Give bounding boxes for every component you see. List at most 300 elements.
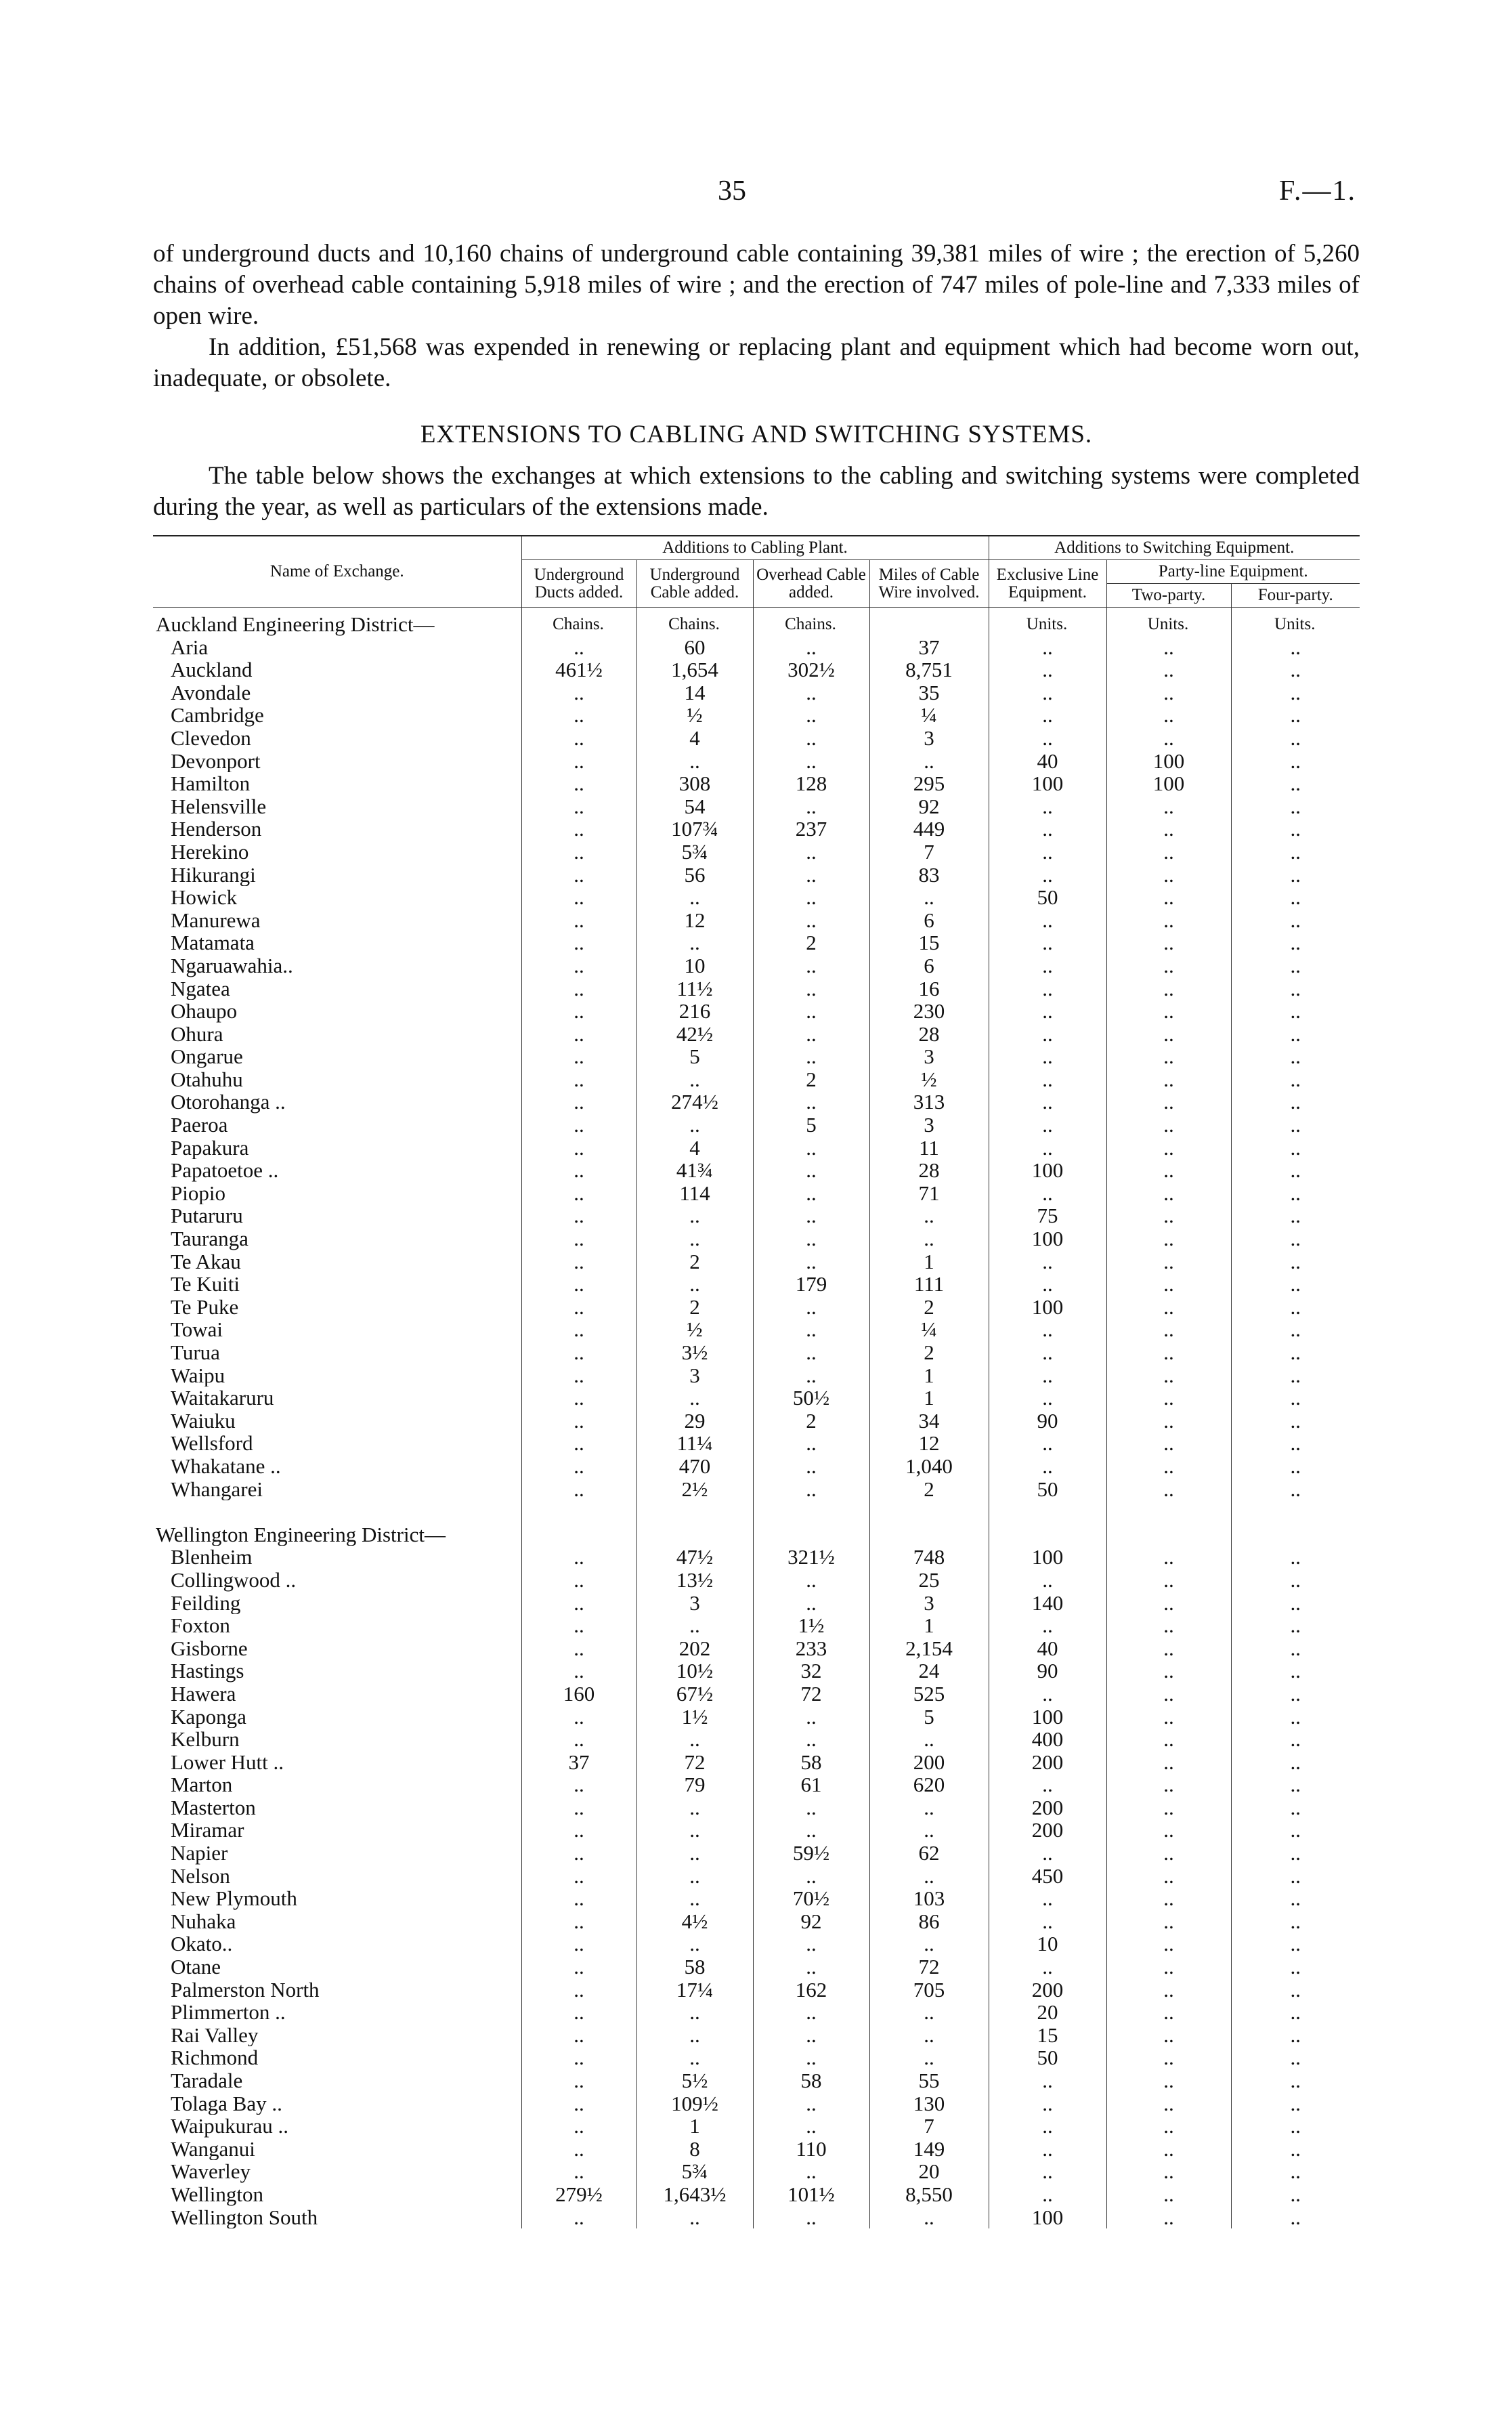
table-cell: .. bbox=[869, 886, 989, 909]
table-cell: .. bbox=[521, 1637, 636, 1660]
table-cell: .. bbox=[521, 2138, 636, 2161]
table-cell: .. bbox=[1231, 2160, 1360, 2183]
body-text bbox=[153, 238, 1360, 394]
table-cell: 50½ bbox=[753, 1387, 869, 1410]
table-cell: .. bbox=[1231, 750, 1360, 773]
table-row bbox=[153, 1637, 1360, 1660]
exchange-name: Miramar bbox=[171, 1819, 244, 1842]
table-row bbox=[153, 977, 1360, 1000]
table-cell: 86 bbox=[869, 1910, 989, 1933]
table-cell: .. bbox=[1106, 2046, 1231, 2069]
table-cell: 100 bbox=[989, 2206, 1106, 2229]
table-cell: .. bbox=[521, 2206, 636, 2229]
table-cell: 2 bbox=[869, 1341, 989, 1364]
table-cell: .. bbox=[636, 1932, 753, 1955]
table-cell: .. bbox=[521, 1932, 636, 1955]
table-cell: .. bbox=[753, 1204, 869, 1227]
table-cell: .. bbox=[869, 1865, 989, 1888]
table-row bbox=[153, 1410, 1360, 1433]
table-cell: .. bbox=[989, 681, 1106, 704]
table-cell: 1 bbox=[869, 1364, 989, 1387]
exchange-name: Paeroa bbox=[171, 1114, 228, 1137]
table-cell: .. bbox=[1106, 1979, 1231, 2002]
district-row bbox=[153, 1523, 1360, 1546]
table-cell: .. bbox=[521, 2024, 636, 2047]
table-cell: 233 bbox=[753, 1637, 869, 1660]
table-cell: .. bbox=[521, 1159, 636, 1182]
table-cell: .. bbox=[1231, 954, 1360, 977]
table-cell: .. bbox=[1231, 1751, 1360, 1774]
table-cell: 41¾ bbox=[636, 1159, 753, 1182]
table-row bbox=[153, 1000, 1360, 1023]
table-cell: 7 bbox=[869, 2115, 989, 2138]
table-cell: .. bbox=[1106, 1091, 1231, 1114]
table-cell: .. bbox=[521, 1091, 636, 1114]
table-cell: .. bbox=[521, 1182, 636, 1205]
table-cell: .. bbox=[636, 1273, 753, 1296]
table-cell: .. bbox=[753, 1000, 869, 1023]
table-row bbox=[153, 636, 1360, 659]
table-cell: 11 bbox=[869, 1137, 989, 1160]
table-cell: 100 bbox=[989, 772, 1106, 795]
exchange-name: Okato.. bbox=[171, 1932, 233, 1956]
table-cell: .. bbox=[989, 1773, 1106, 1796]
table-cell: .. bbox=[1231, 727, 1360, 750]
spacer-cell bbox=[989, 1500, 1106, 1523]
table-cell: .. bbox=[521, 1364, 636, 1387]
table-cell: 5¾ bbox=[636, 2160, 753, 2183]
table-cell: 202 bbox=[636, 1637, 753, 1660]
exchange-name: Otorohanga .. bbox=[171, 1091, 286, 1114]
table-cell: .. bbox=[989, 1387, 1106, 1410]
table-cell: ½ bbox=[869, 1068, 989, 1091]
table-cell: .. bbox=[869, 2046, 989, 2069]
exchange-name: Howick bbox=[171, 886, 238, 909]
table-cell: .. bbox=[521, 750, 636, 773]
table-cell: .. bbox=[1231, 1159, 1360, 1182]
table-cell: .. bbox=[521, 1569, 636, 1592]
table-cell: 17¼ bbox=[636, 1979, 753, 2002]
table-cell: .. bbox=[989, 1432, 1106, 1455]
table-row bbox=[153, 772, 1360, 795]
table-cell: .. bbox=[521, 1023, 636, 1046]
table-cell: 2 bbox=[753, 1410, 869, 1433]
unit-label: Chains. bbox=[753, 608, 869, 636]
table-cell: .. bbox=[1231, 1068, 1360, 1091]
table-cell: .. bbox=[1231, 1819, 1360, 1842]
empty-cell bbox=[636, 1523, 753, 1546]
table-row bbox=[153, 1955, 1360, 1979]
table-cell: .. bbox=[1106, 1932, 1231, 1955]
table-row bbox=[153, 1842, 1360, 1865]
paragraph-continuation: of underground ducts and 10,160 chains of underground cable containing 39,381 miles of wire ; the erection of 5,260 chains of overhead cable containing 5,918 miles of wire ; and the erection of 747 miles of pole-line and 7,333 miles of open wire. bbox=[153, 240, 1360, 330]
table-cell: .. bbox=[1231, 1387, 1360, 1410]
table-cell: .. bbox=[1231, 1796, 1360, 1819]
table-cell: .. bbox=[521, 2046, 636, 2069]
table-cell: .. bbox=[753, 1455, 869, 1478]
table-cell: 90 bbox=[989, 1659, 1106, 1683]
page-header bbox=[0, 175, 1512, 209]
table-cell: .. bbox=[636, 750, 753, 773]
table-cell: .. bbox=[1106, 681, 1231, 704]
table-cell: 179 bbox=[753, 1273, 869, 1296]
table-cell: 200 bbox=[989, 1796, 1106, 1819]
table-cell: .. bbox=[521, 1227, 636, 1250]
table-cell: .. bbox=[753, 977, 869, 1000]
table-cell: .. bbox=[989, 1683, 1106, 1706]
table-cell: .. bbox=[636, 2001, 753, 2024]
table-cell: 6 bbox=[869, 954, 989, 977]
table-cell: .. bbox=[1106, 1410, 1231, 1433]
table-cell: 1 bbox=[869, 1250, 989, 1273]
table-cell: .. bbox=[1231, 1569, 1360, 1592]
table-cell: .. bbox=[869, 2024, 989, 2047]
table-cell: .. bbox=[989, 2115, 1106, 2138]
table-cell: .. bbox=[521, 1659, 636, 1683]
table-cell: 100 bbox=[989, 1227, 1106, 1250]
table-cell: .. bbox=[1106, 1387, 1231, 1410]
table-row bbox=[153, 1455, 1360, 1478]
table-cell: .. bbox=[1106, 1227, 1231, 1250]
col-header-ug-cable: Underground Cable added. bbox=[636, 560, 753, 608]
table-cell: .. bbox=[753, 2206, 869, 2229]
table-row bbox=[153, 2138, 1360, 2161]
table-cell: 13½ bbox=[636, 1569, 753, 1592]
exchange-name: Tolaga Bay .. bbox=[171, 2092, 282, 2115]
exchange-name: Papatoetoe .. bbox=[171, 1159, 279, 1182]
table-cell: .. bbox=[1231, 2069, 1360, 2092]
table-cell: .. bbox=[521, 818, 636, 841]
table-cell: .. bbox=[989, 1955, 1106, 1979]
table-cell: .. bbox=[1231, 1114, 1360, 1137]
table-cell: 748 bbox=[869, 1546, 989, 1569]
table-cell: 100 bbox=[989, 1706, 1106, 1729]
table-cell: .. bbox=[1231, 1592, 1360, 1615]
table-cell: .. bbox=[636, 1865, 753, 1888]
table-cell: .. bbox=[1106, 2183, 1231, 2206]
table-cell: .. bbox=[989, 1114, 1106, 1137]
empty-cell bbox=[753, 1523, 869, 1546]
table-cell: 6 bbox=[869, 909, 989, 932]
table-cell: .. bbox=[1231, 2001, 1360, 2024]
table-cell: .. bbox=[521, 727, 636, 750]
table-cell: .. bbox=[1231, 841, 1360, 864]
table-cell: .. bbox=[989, 795, 1106, 818]
table-row bbox=[153, 1773, 1360, 1796]
col-header-miles: Miles of Cable Wire involved. bbox=[869, 560, 989, 608]
table-cell: 61 bbox=[753, 1773, 869, 1796]
table-cell: .. bbox=[753, 1137, 869, 1160]
table-row bbox=[153, 1227, 1360, 1250]
table-cell: .. bbox=[521, 2160, 636, 2183]
table-cell: .. bbox=[1231, 931, 1360, 954]
table-cell: .. bbox=[753, 841, 869, 864]
table-cell: .. bbox=[753, 1159, 869, 1182]
table-cell: .. bbox=[1231, 1000, 1360, 1023]
exchange-name: Collingwood .. bbox=[171, 1568, 297, 1592]
table-cell: .. bbox=[753, 727, 869, 750]
table-cell: .. bbox=[1106, 1432, 1231, 1455]
table-cell: .. bbox=[753, 1091, 869, 1114]
table-cell: .. bbox=[989, 1137, 1106, 1160]
unit-label: Units. bbox=[1106, 608, 1231, 636]
exchange-name: Hawera bbox=[171, 1682, 236, 1706]
table-cell: .. bbox=[521, 864, 636, 887]
table-cell: .. bbox=[1106, 1000, 1231, 1023]
table-cell: .. bbox=[1106, 1955, 1231, 1979]
table-cell: 100 bbox=[989, 1159, 1106, 1182]
table-cell: .. bbox=[869, 2001, 989, 2024]
table-cell: 55 bbox=[869, 2069, 989, 2092]
exchange-name: Papakura bbox=[171, 1136, 249, 1160]
table-cell: .. bbox=[1231, 1955, 1360, 1979]
table-cell: .. bbox=[1106, 1296, 1231, 1319]
table-cell: 308 bbox=[636, 772, 753, 795]
table-cell: .. bbox=[869, 1728, 989, 1751]
table-cell: .. bbox=[989, 818, 1106, 841]
table-cell: 461½ bbox=[521, 658, 636, 681]
table-cell: 24 bbox=[869, 1659, 989, 1683]
exchange-name: Masterton bbox=[171, 1796, 256, 1819]
table-cell: .. bbox=[636, 1887, 753, 1910]
table-cell: .. bbox=[753, 2092, 869, 2115]
exchange-name: Avondale bbox=[171, 681, 251, 704]
table-cell: 450 bbox=[989, 1865, 1106, 1888]
table-cell: 3 bbox=[636, 1364, 753, 1387]
table-cell: .. bbox=[1231, 2046, 1360, 2069]
table-cell: .. bbox=[1106, 818, 1231, 841]
table-cell: .. bbox=[989, 658, 1106, 681]
exchange-name: Wanganui bbox=[171, 2137, 255, 2161]
table-cell: .. bbox=[1106, 954, 1231, 977]
table-cell: .. bbox=[1231, 2115, 1360, 2138]
table-cell: .. bbox=[753, 1932, 869, 1955]
table-cell: .. bbox=[521, 704, 636, 727]
table-cell: .. bbox=[521, 1979, 636, 2002]
table-cell: .. bbox=[521, 1068, 636, 1091]
table-cell: .. bbox=[1231, 1410, 1360, 1433]
table-cell: 1,654 bbox=[636, 658, 753, 681]
table-cell: 2 bbox=[753, 1068, 869, 1091]
table-cell: .. bbox=[1231, 704, 1360, 727]
table-row bbox=[153, 750, 1360, 773]
table-cell: 5 bbox=[636, 1045, 753, 1068]
table-cell: .. bbox=[1106, 841, 1231, 864]
table-row bbox=[153, 2046, 1360, 2069]
table-cell: 1 bbox=[869, 1614, 989, 1637]
table-cell: 47½ bbox=[636, 1546, 753, 1569]
exchange-name: Turua bbox=[171, 1341, 220, 1364]
table-cell: 100 bbox=[989, 1296, 1106, 1319]
table-cell: 71 bbox=[869, 1182, 989, 1205]
table-cell: .. bbox=[1231, 977, 1360, 1000]
table-cell: .. bbox=[753, 1250, 869, 1273]
table-cell: .. bbox=[753, 1819, 869, 1842]
table-cell: .. bbox=[521, 1318, 636, 1341]
table-cell: 29 bbox=[636, 1410, 753, 1433]
table-cell: .. bbox=[1106, 1728, 1231, 1751]
table-cell: .. bbox=[753, 1865, 869, 1888]
unit-label bbox=[869, 608, 989, 636]
table-cell: .. bbox=[989, 1000, 1106, 1023]
table-cell: 15 bbox=[989, 2024, 1106, 2047]
exchange-name: Otane bbox=[171, 1955, 221, 1979]
table-cell: 28 bbox=[869, 1023, 989, 1046]
table-cell: .. bbox=[636, 1068, 753, 1091]
table-cell: .. bbox=[1106, 1773, 1231, 1796]
table-cell: 72 bbox=[636, 1751, 753, 1774]
table-cell: 114 bbox=[636, 1182, 753, 1205]
table-cell: 200 bbox=[989, 1819, 1106, 1842]
exchange-name: Foxton bbox=[171, 1614, 230, 1637]
table-cell: .. bbox=[753, 1182, 869, 1205]
table-cell: 107¾ bbox=[636, 818, 753, 841]
table-cell: .. bbox=[1231, 772, 1360, 795]
table-cell: 72 bbox=[869, 1955, 989, 1979]
exchange-name: Piopio bbox=[171, 1181, 225, 1205]
table-row bbox=[153, 1318, 1360, 1341]
table-cell: 56 bbox=[636, 864, 753, 887]
table-cell: .. bbox=[521, 1592, 636, 1615]
table-cell: 67½ bbox=[636, 1683, 753, 1706]
spacer-cell bbox=[1231, 1500, 1360, 1523]
table-cell: .. bbox=[1106, 2115, 1231, 2138]
table-cell: .. bbox=[1106, 1318, 1231, 1341]
table-cell: .. bbox=[1106, 1023, 1231, 1046]
table-cell: .. bbox=[1231, 2024, 1360, 2047]
table-cell: .. bbox=[521, 841, 636, 864]
table-cell: .. bbox=[869, 750, 989, 773]
table-cell: 11¼ bbox=[636, 1432, 753, 1455]
group-header-cabling: Additions to Cabling Plant. bbox=[521, 536, 989, 560]
table-cell: .. bbox=[636, 1728, 753, 1751]
exchange-name: Tauranga bbox=[171, 1227, 249, 1250]
table-cell: .. bbox=[1106, 1478, 1231, 1501]
table-cell: 3 bbox=[869, 1592, 989, 1615]
table-cell: 620 bbox=[869, 1773, 989, 1796]
table-cell: 130 bbox=[869, 2092, 989, 2115]
table-cell: 42½ bbox=[636, 1023, 753, 1046]
table-row bbox=[153, 1023, 1360, 1046]
table-cell: 237 bbox=[753, 818, 869, 841]
table-cell: 100 bbox=[989, 1546, 1106, 1569]
table-cell: 7 bbox=[869, 841, 989, 864]
table-cell: 2 bbox=[869, 1478, 989, 1501]
table-cell: .. bbox=[1106, 2024, 1231, 2047]
table-cell: .. bbox=[1106, 1842, 1231, 1865]
table-row bbox=[153, 954, 1360, 977]
table-row bbox=[153, 1204, 1360, 1227]
table-cell: .. bbox=[753, 795, 869, 818]
table-cell: 28 bbox=[869, 1159, 989, 1182]
table-cell: 72 bbox=[753, 1683, 869, 1706]
exchange-name: Henderson bbox=[171, 818, 262, 841]
table-cell: 449 bbox=[869, 818, 989, 841]
table-cell: 8 bbox=[636, 2138, 753, 2161]
table-row bbox=[153, 1364, 1360, 1387]
table-row bbox=[153, 1751, 1360, 1774]
table-cell: .. bbox=[521, 1478, 636, 1501]
table-cell: 75 bbox=[989, 1204, 1106, 1227]
table-row bbox=[153, 2183, 1360, 2206]
section-title: EXTENSIONS TO CABLING AND SWITCHING SYSTEMS. bbox=[420, 421, 1093, 448]
exchange-name: Cambridge bbox=[171, 704, 264, 727]
exchange-name: Kelburn bbox=[171, 1728, 240, 1751]
table-row bbox=[153, 886, 1360, 909]
table-cell: .. bbox=[1106, 1068, 1231, 1091]
table-cell: .. bbox=[989, 1182, 1106, 1205]
table-cell: .. bbox=[521, 2092, 636, 2115]
exchange-name: Plimmerton .. bbox=[171, 2001, 286, 2024]
table-cell: .. bbox=[753, 1706, 869, 1729]
exchange-name: Richmond bbox=[171, 2046, 259, 2069]
table-row bbox=[153, 2024, 1360, 2047]
table-cell: .. bbox=[989, 2092, 1106, 2115]
table-row bbox=[153, 1659, 1360, 1683]
table-body bbox=[153, 608, 1360, 2229]
table-cell: .. bbox=[521, 1728, 636, 1751]
table-cell: 10½ bbox=[636, 1659, 753, 1683]
table-cell: .. bbox=[989, 841, 1106, 864]
table-cell: 54 bbox=[636, 795, 753, 818]
exchange-name: Devonport bbox=[171, 749, 261, 773]
table-cell: .. bbox=[1106, 1592, 1231, 1615]
table-cell: .. bbox=[521, 1865, 636, 1888]
table-cell: 8,751 bbox=[869, 658, 989, 681]
table-cell: .. bbox=[1106, 1341, 1231, 1364]
exchange-name: New Plymouth bbox=[171, 1887, 297, 1910]
table-cell: .. bbox=[636, 1614, 753, 1637]
table-cell: ½ bbox=[636, 704, 753, 727]
table-cell: 103 bbox=[869, 1887, 989, 1910]
table-cell: .. bbox=[989, 1842, 1106, 1865]
table-cell: .. bbox=[1231, 658, 1360, 681]
table-cell: .. bbox=[521, 1796, 636, 1819]
table-cell: .. bbox=[989, 1068, 1106, 1091]
col-header-partyline: Party-line Equipment. bbox=[1106, 560, 1360, 584]
table-cell: .. bbox=[1231, 2206, 1360, 2229]
table-cell: .. bbox=[521, 1204, 636, 1227]
exchange-name: Ongarue bbox=[171, 1045, 243, 1068]
table-cell: .. bbox=[753, 1364, 869, 1387]
table-cell: .. bbox=[989, 1023, 1106, 1046]
page-number: 35 bbox=[718, 175, 746, 207]
table-cell: .. bbox=[869, 1796, 989, 1819]
table-cell: .. bbox=[636, 2024, 753, 2047]
table-cell: .. bbox=[1231, 1728, 1360, 1751]
table-cell: 128 bbox=[753, 772, 869, 795]
table-cell: 321½ bbox=[753, 1546, 869, 1569]
table-cell: 5¾ bbox=[636, 841, 753, 864]
district-name: Auckland Engineering District— bbox=[156, 612, 435, 636]
exchange-name: Wellington South bbox=[171, 2205, 318, 2229]
table-cell: .. bbox=[1231, 1182, 1360, 1205]
table-cell: .. bbox=[989, 1910, 1106, 1933]
table-cell: .. bbox=[989, 864, 1106, 887]
table-cell: 50 bbox=[989, 886, 1106, 909]
table-cell: .. bbox=[753, 864, 869, 887]
exchange-name: Te Akau bbox=[171, 1250, 241, 1273]
table-cell: 10 bbox=[989, 1932, 1106, 1955]
table-cell: .. bbox=[521, 1341, 636, 1364]
table-cell: .. bbox=[989, 1091, 1106, 1114]
table-cell: .. bbox=[1106, 1114, 1231, 1137]
table-row bbox=[153, 1796, 1360, 1819]
table-cell: 16 bbox=[869, 977, 989, 1000]
spacer-cell bbox=[521, 1500, 636, 1523]
table-cell: .. bbox=[1231, 1364, 1360, 1387]
table-row bbox=[153, 1387, 1360, 1410]
